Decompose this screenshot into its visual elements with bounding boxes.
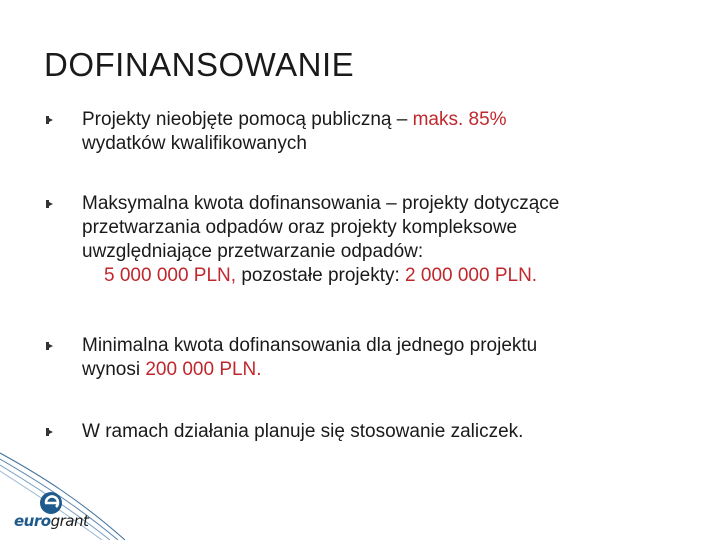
list-item	[82, 334, 682, 382]
item-text: Projekty nieobjęte pomocą publiczną –	[82, 109, 413, 130]
list-item	[82, 108, 682, 156]
highlight-text: 5 000 000 PLN,	[104, 265, 237, 286]
list-item	[82, 420, 682, 444]
eurogrant-logo	[14, 490, 94, 536]
highlight-text: maks. 85%	[412, 109, 507, 130]
item-text: pozostałe projekty:	[236, 265, 406, 286]
item-text: uwzględniające przetwarzanie odpadów:	[82, 241, 424, 262]
highlight-text: 2 000 000 PLN.	[405, 265, 538, 286]
logo-text: eurogrant	[14, 512, 89, 530]
item-text: Maksymalna kwota dofinansowania – projekty dotyczące	[82, 193, 560, 214]
item-text: przetwarzania odpadów oraz projekty kompleksowe	[82, 217, 518, 238]
bullet-icon	[46, 116, 52, 122]
item-text: W ramach działania planuje się stosowanie zaliczek.	[82, 421, 524, 442]
bullet-icon	[46, 342, 52, 348]
item-text: wynosi	[82, 359, 146, 380]
item-text: Minimalna kwota dofinansowania dla jednego projektu	[82, 335, 538, 356]
bullet-icon	[46, 200, 52, 206]
highlight-text: 200 000 PLN.	[145, 359, 262, 380]
slide-title: DOFINANSOWANIE	[44, 46, 355, 83]
bullet-icon	[46, 428, 52, 434]
item-text: wydatków kwalifikowanych	[82, 133, 307, 154]
list-item	[82, 192, 682, 288]
